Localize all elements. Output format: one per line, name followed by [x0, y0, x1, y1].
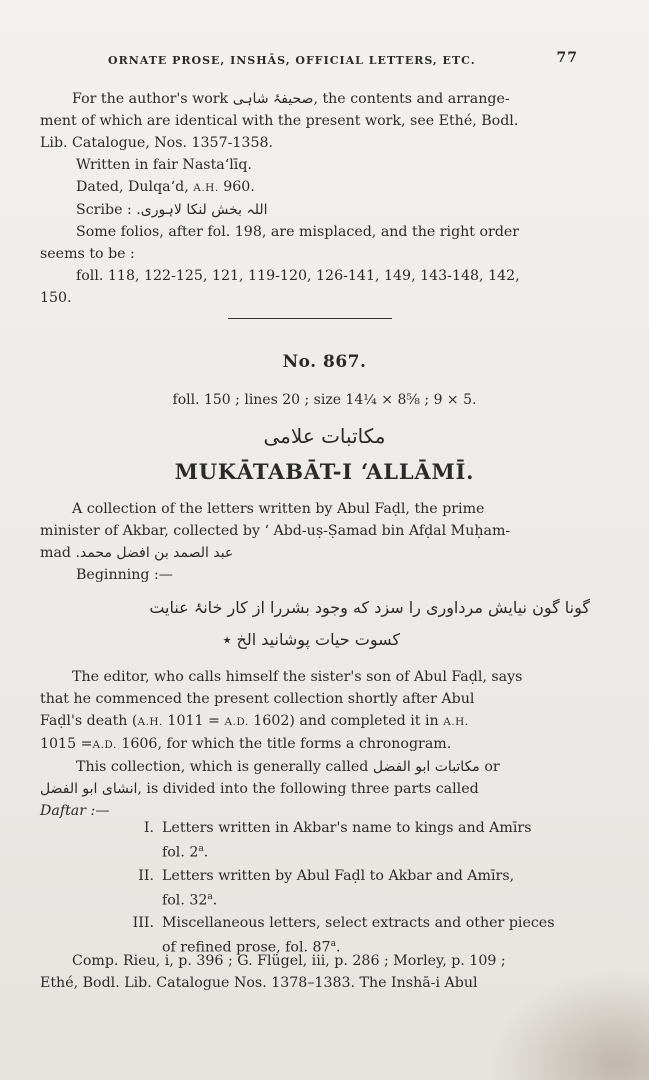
text: A.H. — [193, 182, 219, 194]
arabic-text: اللہ بخش لنکا لاہوری. — [136, 202, 268, 218]
comparison-paragraph — [40, 950, 580, 994]
collection-line-2 — [40, 778, 580, 800]
desc-line-2: minister of Akbar, collected by ʻ Abd-uṣ-Ṣamad bin Afḍal Muḥam- — [40, 523, 511, 539]
list-text: Miscellaneous letters, select extracts and other pieces — [162, 915, 555, 932]
superscript: a — [330, 939, 336, 950]
list-text: Letters written in Akbar's name to kings and Amīrs — [162, 820, 532, 836]
folios-list-2: 150. — [40, 290, 72, 306]
text: , the contents and arrange- — [313, 91, 510, 107]
running-title: ORNATE PROSE, INSHĀS, OFFICIAL LETTERS, ETC. — [108, 54, 476, 67]
page-number: 77 — [556, 50, 578, 66]
section-divider — [228, 318, 392, 319]
prev-line-2: ment of which are identical with the present work, see Ethé, Bodl. — [40, 113, 519, 129]
entry-number: No. 867. — [282, 352, 367, 372]
editor-line-1: The editor, who calls himself the sister's son of Abul Faḍl, says — [72, 669, 523, 685]
text: 1011 = — [162, 713, 225, 729]
list-text — [162, 887, 590, 912]
list-text — [162, 839, 590, 864]
fraction: ¼ — [363, 392, 377, 408]
editor-line-2: that he commenced the present collection shortly after Abul — [40, 691, 475, 707]
text: Dated, Dulqaʻd, — [76, 179, 189, 195]
text: of refined prose, fol. 87 — [162, 940, 331, 957]
text: 1606, for which the title forms a chronogram. — [121, 736, 452, 752]
text: For the author's work — [72, 91, 229, 107]
text: foll. 150 ; lines 20 ; size 14 — [172, 392, 364, 408]
text: 1015 = — [40, 736, 93, 752]
desc-line-1: A collection of the letters written by Abul Faḍl, the prime — [72, 501, 485, 517]
list-number: III. — [132, 915, 154, 932]
text: This collection, which is generally called — [76, 759, 369, 775]
list-item — [40, 866, 590, 912]
superscript: a — [207, 891, 213, 902]
comp-line-1: Comp. Rieu, i, p. 396 ; G. Flügel, iii, p. 286 ; Morley, p. 109 ; — [72, 953, 506, 969]
list-text: Letters written by Abul Faḍl to Akbar and Amīrs, — [162, 867, 515, 884]
scribe-line — [40, 199, 580, 221]
superscript: a — [198, 844, 204, 854]
entry-description — [40, 498, 580, 586]
text: mad — [40, 545, 71, 561]
text: A.D. — [224, 716, 249, 728]
folios-line-1: Some folios, after fol. 198, are misplaced, and the right order — [76, 224, 520, 240]
arabic-text: مکاتبات ابو الفضل — [372, 759, 480, 775]
list-number: II. — [138, 867, 154, 884]
text: 1602) and completed it in — [248, 713, 439, 729]
folios-list-1: foll. 118, 122-125, 121, 119-120, 126-141, 149, 143-148, 142, — [76, 268, 520, 284]
text: 960. — [223, 179, 255, 195]
folios-line-2: seems to be : — [40, 246, 135, 262]
arabic-text: صحیفۂ شاہی — [232, 91, 314, 107]
quote-line-2: کسوت حیات پوشانید الخ ٭ — [222, 630, 400, 649]
text: fol. 32 — [162, 892, 208, 909]
text: A.D. — [92, 739, 117, 751]
prev-line-1 — [40, 88, 580, 110]
quote-line-1: گونا گون نیایش مرداوری را سزد که وجود بشررا از کار خانۂ عنایت — [149, 598, 590, 617]
collection-line-1 — [40, 756, 580, 778]
prev-line-3: Lib. Catalogue, Nos. 1357-1358. — [40, 135, 274, 151]
text: A.H. — [443, 716, 469, 728]
text: , is divided into the following three parts called — [137, 781, 479, 797]
text: Faḍl's death ( — [40, 713, 138, 729]
entry-folio-info — [0, 392, 649, 408]
list-item — [40, 818, 590, 864]
comp-line-2: Ethé, Bodl. Lib. Catalogue Nos. 1378–1383. The Inshā-i Abul — [40, 975, 478, 991]
text: ; 9 × 5. — [419, 392, 477, 408]
text: Scribe : — [76, 202, 132, 218]
text: fol. 2 — [162, 844, 199, 861]
beginning-label: Beginning :— — [76, 567, 173, 583]
arabic-text: انشای ابو الفضل — [40, 781, 138, 797]
list-number: I. — [143, 820, 154, 836]
dated-line — [40, 176, 580, 199]
arabic-text: عبد الصمد بن افضل محمد. — [75, 545, 234, 561]
previous-entry — [40, 88, 580, 309]
entry-title: MUKĀTABĀT-I ʻALLĀMĪ. — [174, 459, 475, 484]
text: × 8 — [376, 392, 407, 408]
text: . — [335, 940, 341, 957]
text: or — [484, 759, 500, 775]
arabic-title: مکاتبات علامی — [263, 424, 386, 448]
parts-list — [40, 818, 590, 961]
text: A.H. — [137, 716, 163, 728]
daftar-label: Daftar :— — [40, 803, 110, 819]
written-line: Written in fair Nastaʻlīq. — [76, 157, 252, 173]
text: . — [212, 892, 218, 909]
editor-line-4 — [40, 733, 580, 756]
text: . — [203, 844, 209, 861]
editor-line-3 — [40, 710, 580, 733]
desc-line-3 — [40, 542, 580, 564]
editor-paragraph — [40, 666, 580, 822]
fraction: ⅝ — [406, 392, 420, 408]
